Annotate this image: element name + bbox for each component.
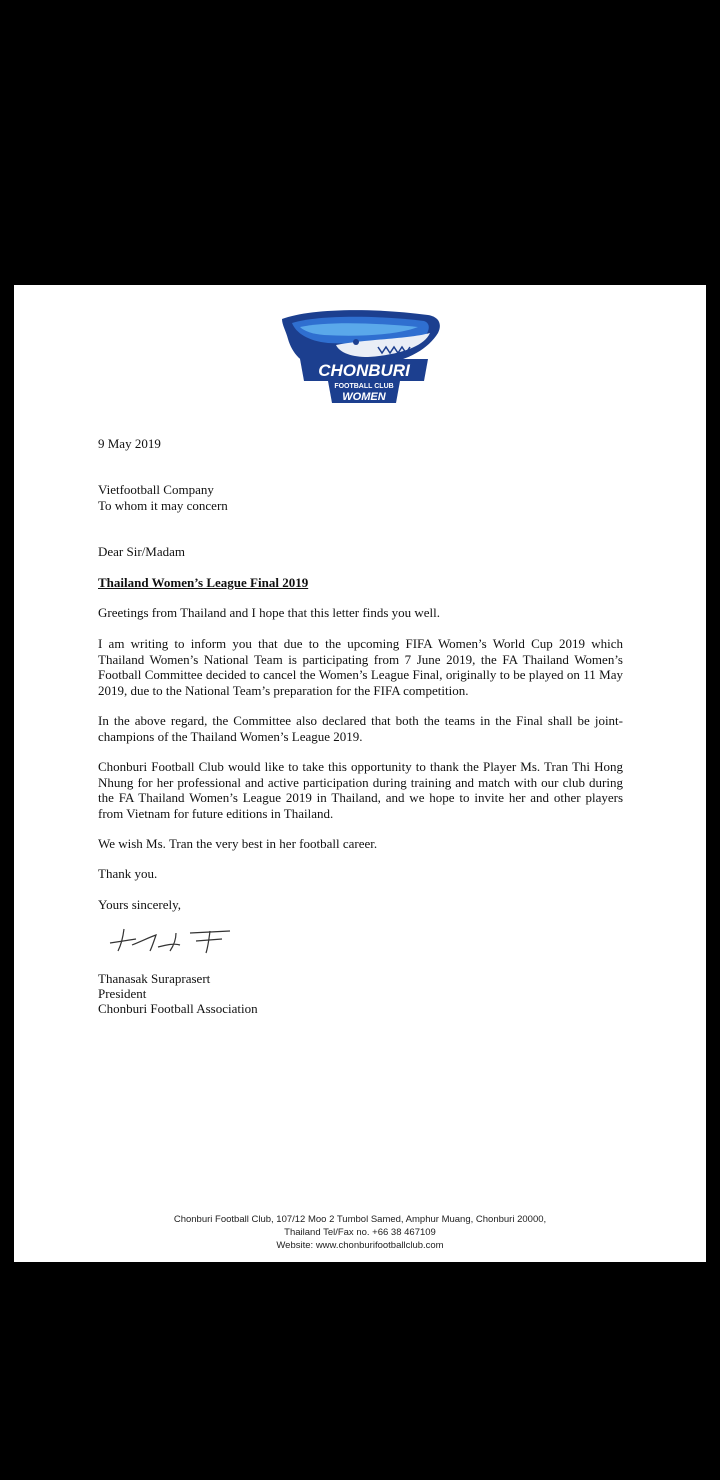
letter-page <box>14 285 706 1262</box>
footer-website: Website: www.chonburifootballclub.com <box>276 1240 444 1251</box>
logo-tagline: WOMEN <box>342 391 386 403</box>
letter-date: 9 May 2019 <box>98 436 161 451</box>
paragraph-thanks-player: Chonburi Football Club would like to take this opportunity to thank the Player Ms. Tran Thi Hong Nhung for her professional and active participation during training and match with our club during the FA Thailand Women’s League 2019 in Thailand, and we hope to invite her and other players from Vietnam for future editions in Thailand. <box>98 759 623 821</box>
footer-phone: Thailand Tel/Fax no. +66 38 467109 <box>284 1227 436 1238</box>
paragraph-thank-you: Thank you. <box>98 866 158 881</box>
paragraph-greeting: Greetings from Thailand and I hope that this letter finds you well. <box>98 605 441 620</box>
letter-footer <box>14 1213 706 1252</box>
salutation: Dear Sir/Madam <box>98 544 186 559</box>
closing: Yours sincerely, <box>98 897 182 912</box>
signatory-title: President <box>98 986 147 1001</box>
logo-name: CHONBURI <box>318 361 410 380</box>
paragraph-joint-champions: In the above regard, the Committee also declared that both the teams in the Final shall be joint-champions of the Thailand Women’s League 2019. <box>98 713 623 744</box>
handwritten-signature <box>106 921 236 957</box>
paragraph-announcement: I am writing to inform you that due to the upcoming FIFA Women’s World Cup 2019 which Thailand Women’s National Team is participating from 7 June 2019, the FA Thailand Women’s Football Committee decided to cancel the Women’s League Final, originally to be played on 11 May 2019, due to the National Team’s preparation for the FIFA competition. <box>98 636 623 698</box>
signatory-organization: Chonburi Football Association <box>98 1001 258 1016</box>
logo-subtitle: FOOTBALL CLUB <box>334 383 394 390</box>
letter-subject: Thailand Women’s League Final 2019 <box>98 575 309 590</box>
paragraph-wishes: We wish Ms. Tran the very best in her football career. <box>98 836 378 851</box>
recipient-attention: To whom it may concern <box>98 498 228 513</box>
chonburi-women-logo <box>278 309 444 407</box>
footer-address: Chonburi Football Club, 107/12 Moo 2 Tumbol Samed, Amphur Muang, Chonburi 20000, <box>173 1214 547 1225</box>
recipient-company: Vietfootball Company <box>98 482 214 497</box>
signatory-name: Thanasak Suraprasert <box>98 971 211 986</box>
